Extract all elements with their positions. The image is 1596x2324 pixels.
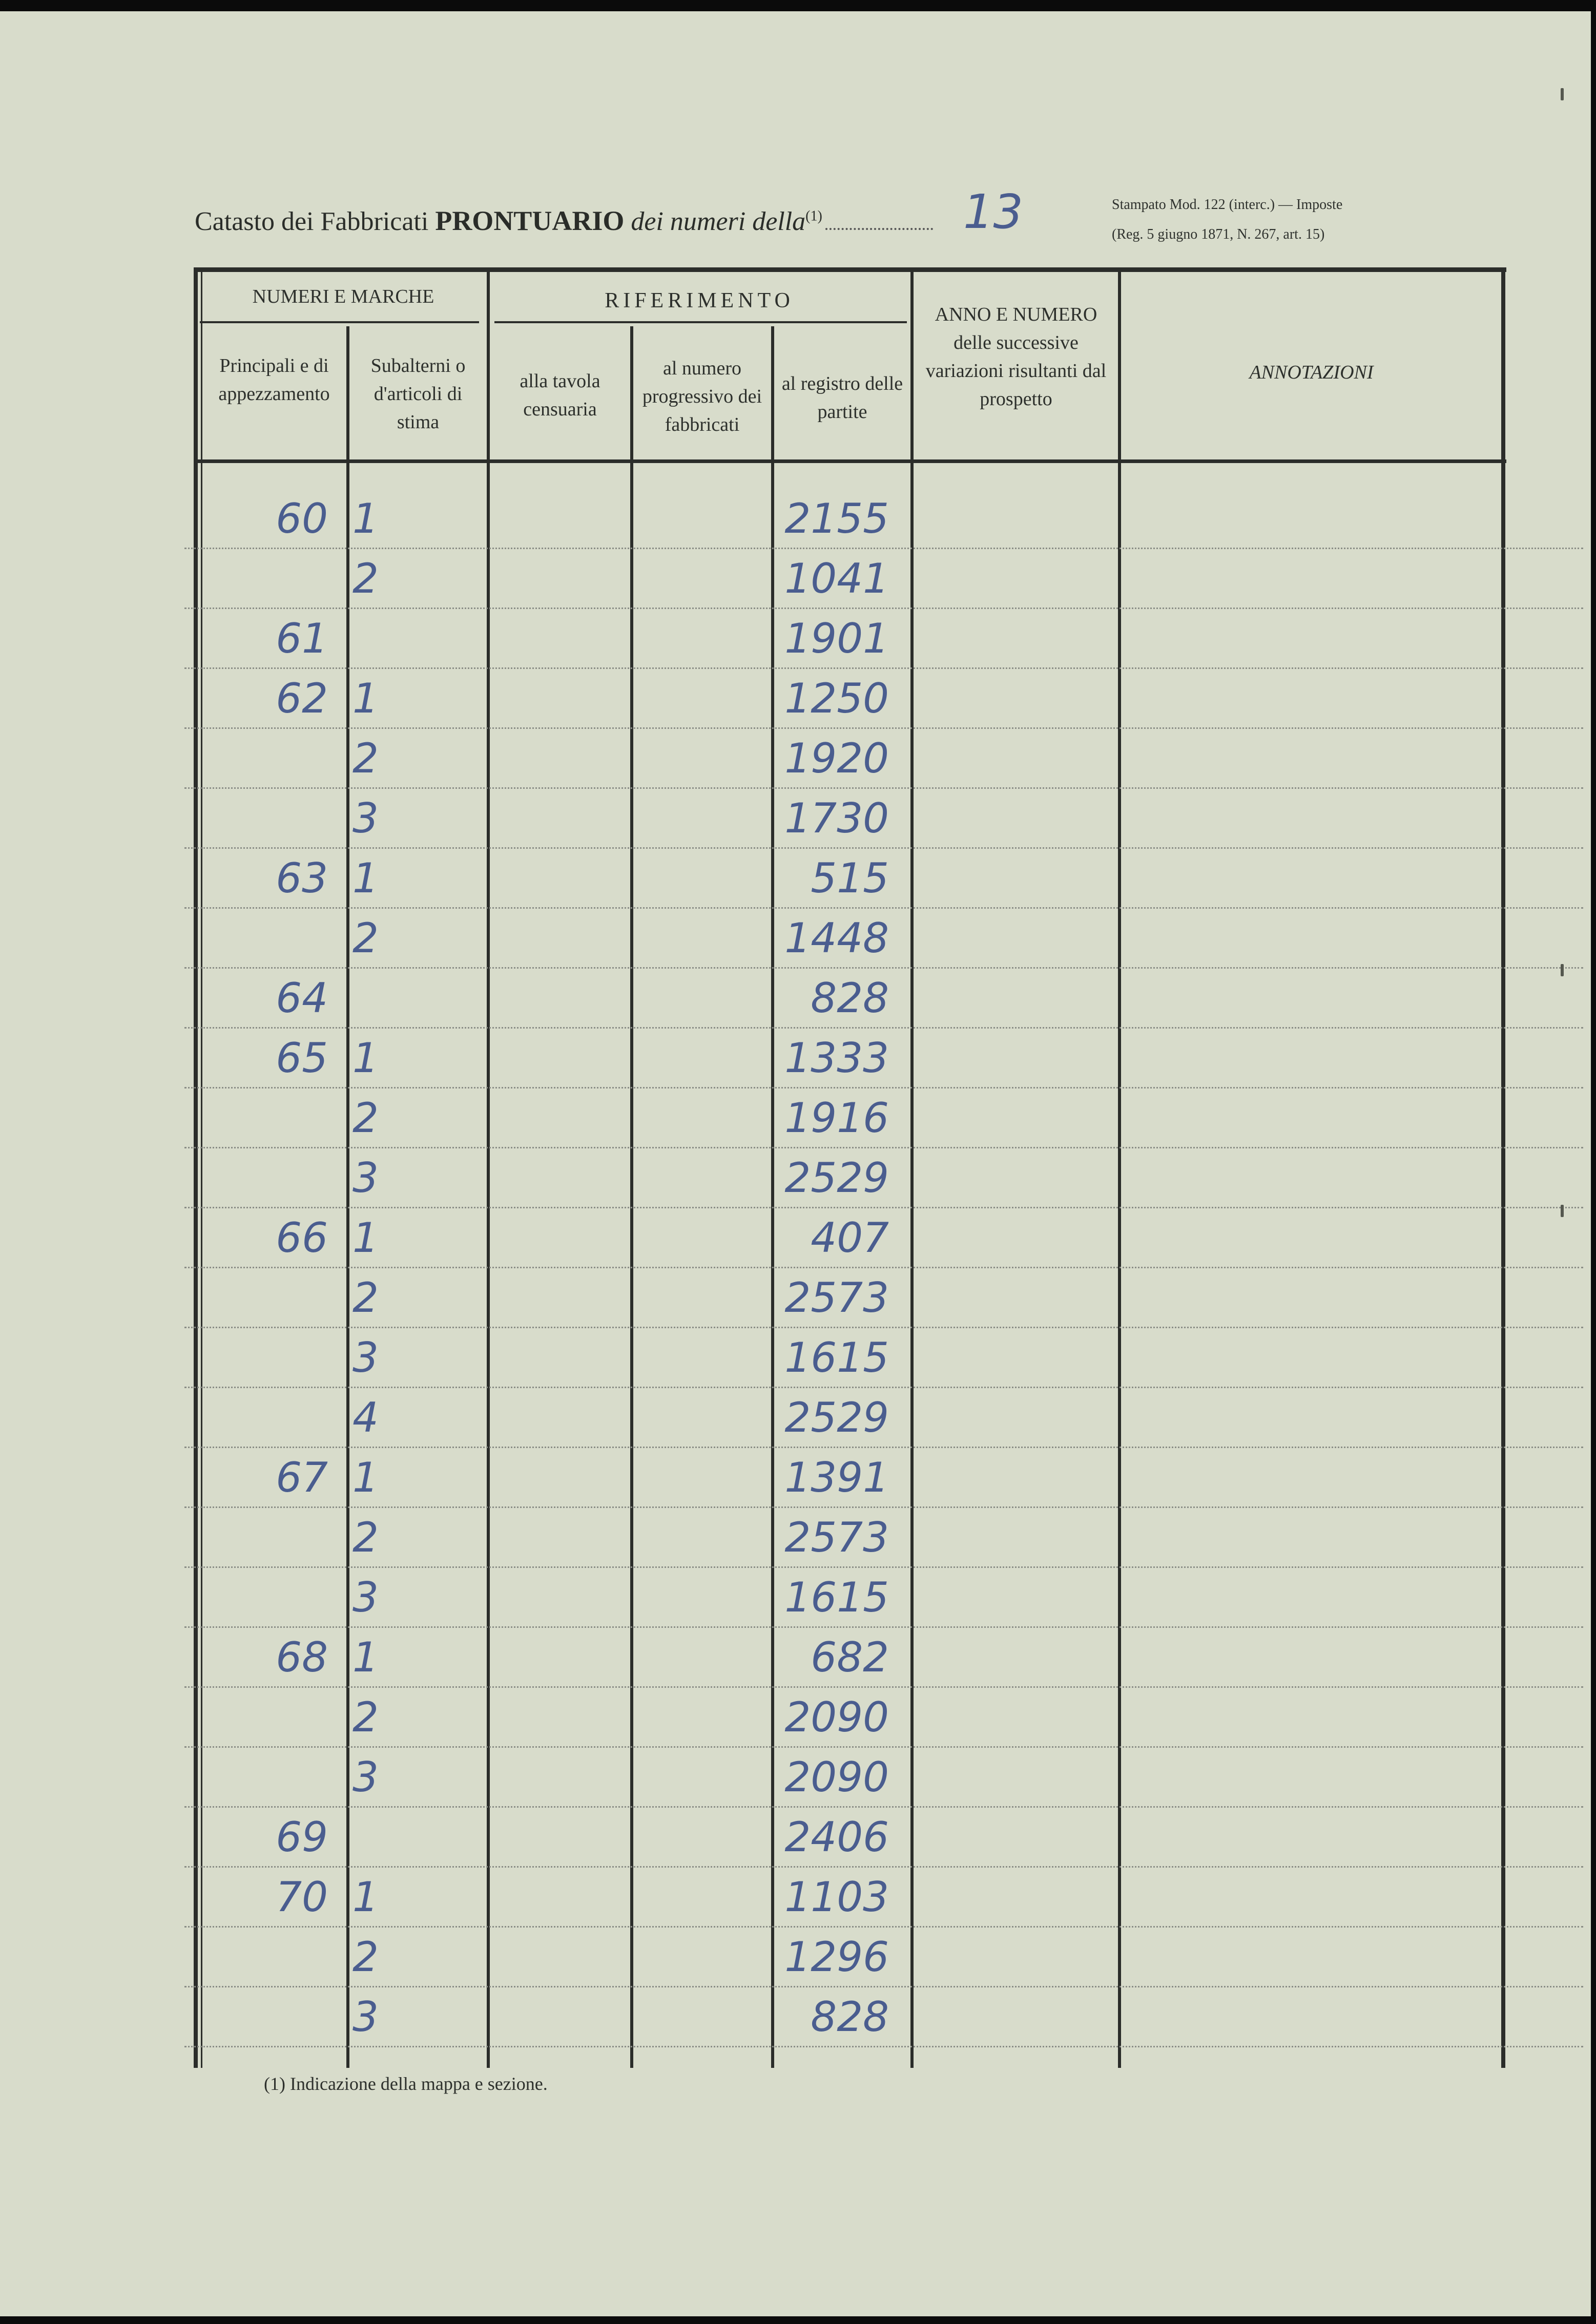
row-principale xyxy=(220,1329,328,1387)
sheet-number: 13 xyxy=(963,184,1024,239)
row-subalterno: 1 xyxy=(353,1034,379,1082)
row-principale: 62 xyxy=(276,675,328,722)
row-partita: 515 xyxy=(811,854,889,902)
register-sheet xyxy=(0,11,1591,2316)
row-subalterno: 2 xyxy=(353,914,379,962)
row-principale xyxy=(220,1149,328,1207)
row-subalterno: 2 xyxy=(353,735,379,782)
row-principale: 69 xyxy=(276,1813,328,1861)
binding-mark xyxy=(1561,1205,1564,1217)
row-dotted-rule xyxy=(184,1566,1583,1568)
row-dotted-rule xyxy=(184,2046,1583,2047)
row-principale xyxy=(220,1509,328,1566)
row-subalterno: 3 xyxy=(353,794,379,842)
row-dotted-rule xyxy=(184,1327,1583,1328)
row-partita: 1041 xyxy=(784,555,889,602)
row-principale: 66 xyxy=(276,1214,328,1262)
row-principale: 67 xyxy=(276,1454,328,1501)
header-principali: Principali e di appezzamento xyxy=(218,355,330,405)
row-dotted-rule xyxy=(184,787,1583,789)
row-principale: 61 xyxy=(276,615,328,662)
row-dotted-rule xyxy=(184,1986,1583,1987)
row-partita: 828 xyxy=(811,974,889,1022)
header-riferimento: RIFERIMENTO xyxy=(605,289,794,312)
row-partita: 682 xyxy=(811,1634,889,1681)
row-subalterno: 1 xyxy=(353,1873,379,1921)
header-al-numero: al numero progressivo dei fabbricati xyxy=(642,358,762,436)
row-partita: 2529 xyxy=(784,1154,889,1202)
header-numeri-e-marche: NUMERI E MARCHE xyxy=(252,286,434,307)
row-principale xyxy=(220,910,328,967)
row-subalterno: 2 xyxy=(353,1514,379,1561)
row-partita: 1916 xyxy=(784,1094,889,1142)
row-principale: 64 xyxy=(276,974,328,1022)
row-dotted-rule xyxy=(184,1746,1583,1748)
row-dotted-rule xyxy=(184,1267,1583,1268)
row-partita: 2406 xyxy=(784,1813,889,1861)
row-subalterno: 2 xyxy=(353,1693,379,1741)
row-partita: 2573 xyxy=(784,1514,889,1561)
footnote-ref: (1) xyxy=(805,208,822,224)
row-partita: 1103 xyxy=(784,1873,889,1921)
row-principale xyxy=(220,1569,328,1626)
header-subalterni: Subalterni o d'articoli di stima xyxy=(370,355,466,433)
row-dotted-rule xyxy=(184,1806,1583,1808)
row-dotted-rule xyxy=(184,1447,1583,1448)
row-partita: 1730 xyxy=(784,794,889,842)
row-dotted-rule xyxy=(184,548,1583,549)
row-subalterno: 2 xyxy=(353,1274,379,1322)
binding-mark xyxy=(1561,88,1564,100)
row-dotted-rule xyxy=(184,667,1583,669)
row-dotted-rule xyxy=(184,847,1583,849)
header-al-registro: al registro delle partite xyxy=(781,373,903,423)
numeri-subrule xyxy=(200,321,479,323)
row-partita: 1615 xyxy=(784,1334,889,1381)
row-principale xyxy=(220,730,328,787)
row-dotted-rule xyxy=(184,1626,1583,1628)
row-principale xyxy=(220,790,328,847)
table-top-rule xyxy=(195,267,1506,272)
row-partita: 1615 xyxy=(784,1574,889,1621)
row-dotted-rule xyxy=(184,608,1583,609)
table-left-inner-border xyxy=(201,267,202,2068)
row-dotted-rule xyxy=(184,1087,1583,1088)
row-partita: 407 xyxy=(811,1214,889,1262)
riferimento-subrule xyxy=(494,321,907,323)
row-partita: 1920 xyxy=(784,735,889,782)
title-italic: dei numeri della xyxy=(631,207,806,236)
row-dotted-rule xyxy=(184,1027,1583,1029)
row-partita: 1901 xyxy=(784,615,889,662)
row-partita: 2529 xyxy=(784,1394,889,1441)
title-dotted-line xyxy=(825,228,933,230)
row-principale xyxy=(220,550,328,608)
title-bold: PRONTUARIO xyxy=(435,205,625,236)
row-dotted-rule xyxy=(184,1207,1583,1208)
row-partita: 2090 xyxy=(784,1753,889,1801)
row-subalterno: 3 xyxy=(353,1753,379,1801)
row-partita: 1296 xyxy=(784,1933,889,1981)
row-principale xyxy=(220,1929,328,1986)
row-principale: 65 xyxy=(276,1034,328,1082)
row-dotted-rule xyxy=(184,727,1583,729)
title-prefix: Catasto dei Fabbricati xyxy=(195,207,429,236)
row-dotted-rule xyxy=(184,967,1583,969)
row-partita: 2155 xyxy=(784,495,889,542)
document-title xyxy=(195,205,933,237)
row-dotted-rule xyxy=(184,1506,1583,1508)
row-subalterno: 2 xyxy=(353,1933,379,1981)
row-subalterno: 3 xyxy=(353,1334,379,1381)
table-left-border xyxy=(194,267,198,2068)
row-partita: 2573 xyxy=(784,1274,889,1322)
header-annotazioni: ANNOTAZIONI xyxy=(1249,362,1374,383)
col-divider-2 xyxy=(487,270,490,2068)
row-principale: 63 xyxy=(276,854,328,902)
row-principale: 70 xyxy=(276,1873,328,1921)
row-subalterno: 1 xyxy=(353,1214,379,1262)
row-principale xyxy=(220,1090,328,1147)
regulation-line: (Reg. 5 giugno 1871, N. 267, art. 15) xyxy=(1112,226,1325,242)
row-subalterno xyxy=(353,970,414,1027)
header-anno-e-numero: ANNO E NUMERO delle successive variazioni risultanti dal prospetto xyxy=(925,304,1107,410)
row-partita: 1333 xyxy=(784,1034,889,1082)
row-partita: 1391 xyxy=(784,1454,889,1501)
row-principale: 68 xyxy=(276,1634,328,1681)
row-principale xyxy=(220,1389,328,1447)
row-partita: 1448 xyxy=(784,914,889,962)
row-dotted-rule xyxy=(184,1147,1583,1148)
row-partita: 1250 xyxy=(784,675,889,722)
row-principale xyxy=(220,1269,328,1327)
row-subalterno: 1 xyxy=(353,495,379,542)
row-principale xyxy=(220,1689,328,1746)
row-dotted-rule xyxy=(184,1387,1583,1388)
row-principale xyxy=(220,1749,328,1806)
row-subalterno: 3 xyxy=(353,1154,379,1202)
row-dotted-rule xyxy=(184,1866,1583,1868)
row-subalterno xyxy=(353,1809,414,1866)
row-subalterno: 1 xyxy=(353,1454,379,1501)
row-subalterno: 3 xyxy=(353,1993,379,2041)
row-subalterno: 1 xyxy=(353,854,379,902)
printed-model-line: Stampato Mod. 122 (interc.) — Imposte xyxy=(1112,197,1343,213)
row-dotted-rule xyxy=(184,1686,1583,1688)
header-bottom-rule xyxy=(195,459,1506,463)
table-right-border xyxy=(1501,267,1505,2068)
col-divider-5 xyxy=(910,270,914,2068)
row-principale: 60 xyxy=(276,495,328,542)
row-subalterno: 1 xyxy=(353,675,379,722)
header-alla-tavola: alla tavola censuaria xyxy=(520,370,600,421)
row-subalterno xyxy=(353,610,414,667)
row-subalterno: 3 xyxy=(353,1574,379,1621)
row-partita: 828 xyxy=(811,1993,889,2041)
row-subalterno: 4 xyxy=(353,1394,379,1441)
col-divider-6 xyxy=(1118,270,1121,2068)
row-dotted-rule xyxy=(184,907,1583,909)
binding-mark xyxy=(1561,964,1564,976)
row-dotted-rule xyxy=(184,1926,1583,1928)
row-partita: 2090 xyxy=(784,1693,889,1741)
row-subalterno: 1 xyxy=(353,1634,379,1681)
row-subalterno: 2 xyxy=(353,1094,379,1142)
row-principale xyxy=(220,1988,328,2046)
footnote: (1) Indicazione della mappa e sezione. xyxy=(264,2074,548,2094)
row-subalterno: 2 xyxy=(353,555,379,602)
